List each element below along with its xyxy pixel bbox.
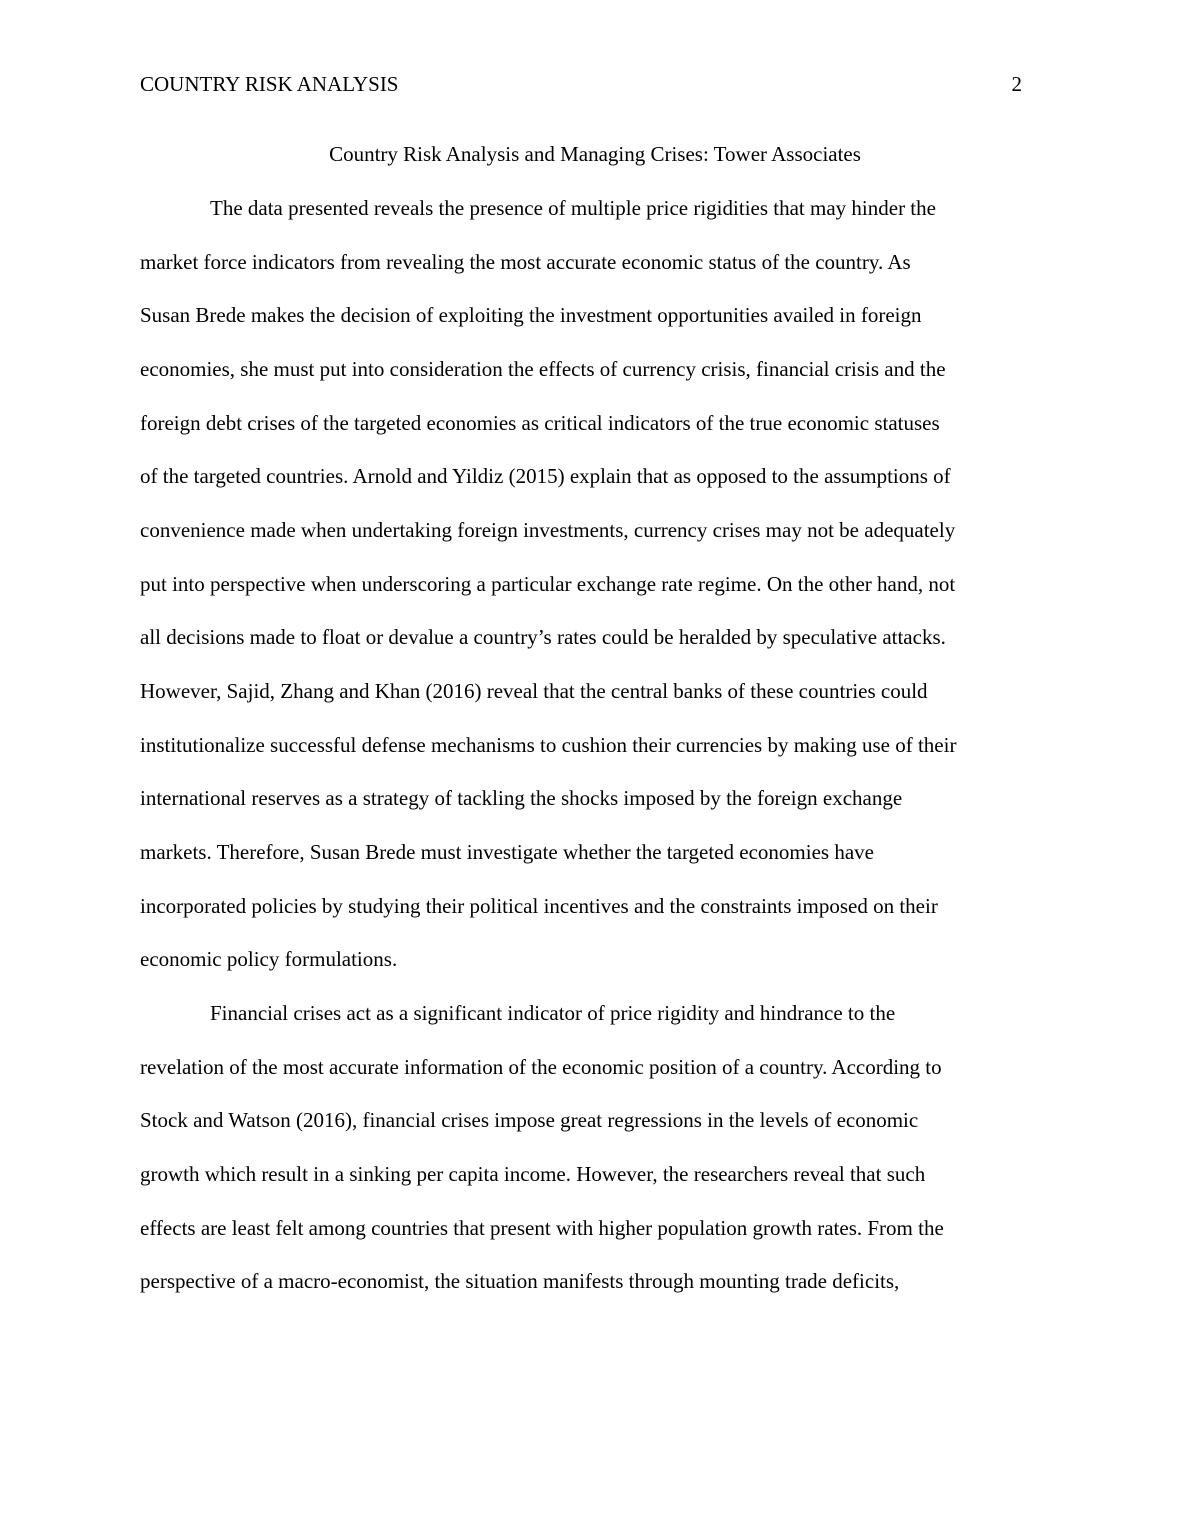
paragraph-1-line-6: of the targeted countries. Arnold and Yildiz (2015) explain that as opposed to the assumptions of [140,464,951,488]
paragraph-2-line-5: effects are least felt among countries that present with higher population growth rates. From the [140,1216,944,1240]
paragraph-2-line-1: Financial crises act as a significant indicator of price rigidity and hindrance to the [210,1001,896,1025]
paragraph-1-line-4: economies, she must put into consideration the effects of currency crisis, financial crisis and the [140,357,946,381]
paragraph-1-line-15: economic policy formulations. [140,947,398,971]
paragraph-1-line-2: market force indicators from revealing the most accurate economic status of the country. As [140,250,911,274]
paragraph-2-line-3: Stock and Watson (2016), financial crises impose great regressions in the levels of economic [140,1108,919,1132]
document-title: Country Risk Analysis and Managing Crises: Tower Associates [329,142,861,166]
paragraph-1-line-3: Susan Brede makes the decision of exploiting the investment opportunities availed in foreign [140,303,922,327]
paragraph-1-line-8: put into perspective when underscoring a particular exchange rate regime. On the other hand, not [140,572,956,596]
paragraph-1-line-14: incorporated policies by studying their political incentives and the constraints imposed on their [140,894,938,918]
paragraph-1-line-7: convenience made when undertaking foreign investments, currency crises may not be adequately [140,518,956,542]
paragraph-1-line-5: foreign debt crises of the targeted economies as critical indicators of the true economic statuses [140,411,940,435]
page-number: 2 [1011,72,1022,96]
paragraph-1-line-9: all decisions made to float or devalue a country’s rates could be heralded by speculative attacks. [140,625,946,649]
paragraph-2-line-2: revelation of the most accurate information of the economic position of a country. According to [140,1055,942,1079]
paragraph-2-line-4: growth which result in a sinking per capita income. However, the researchers reveal that such [140,1162,926,1186]
paragraph-2-line-6: perspective of a macro-economist, the situation manifests through mounting trade deficits, [140,1269,900,1293]
paragraph-1-line-1: The data presented reveals the presence of multiple price rigidities that may hinder the [210,196,936,220]
paragraph-1-line-10: However, Sajid, Zhang and Khan (2016) reveal that the central banks of these countries could [140,679,928,703]
paragraph-1-line-12: international reserves as a strategy of tackling the shocks imposed by the foreign exchange [140,786,903,810]
paragraph-1-line-11: institutionalize successful defense mechanisms to cushion their currencies by making use of their [140,733,957,757]
paragraph-1-line-13: markets. Therefore, Susan Brede must investigate whether the targeted economies have [140,840,874,864]
running-head: COUNTRY RISK ANALYSIS [140,72,399,96]
